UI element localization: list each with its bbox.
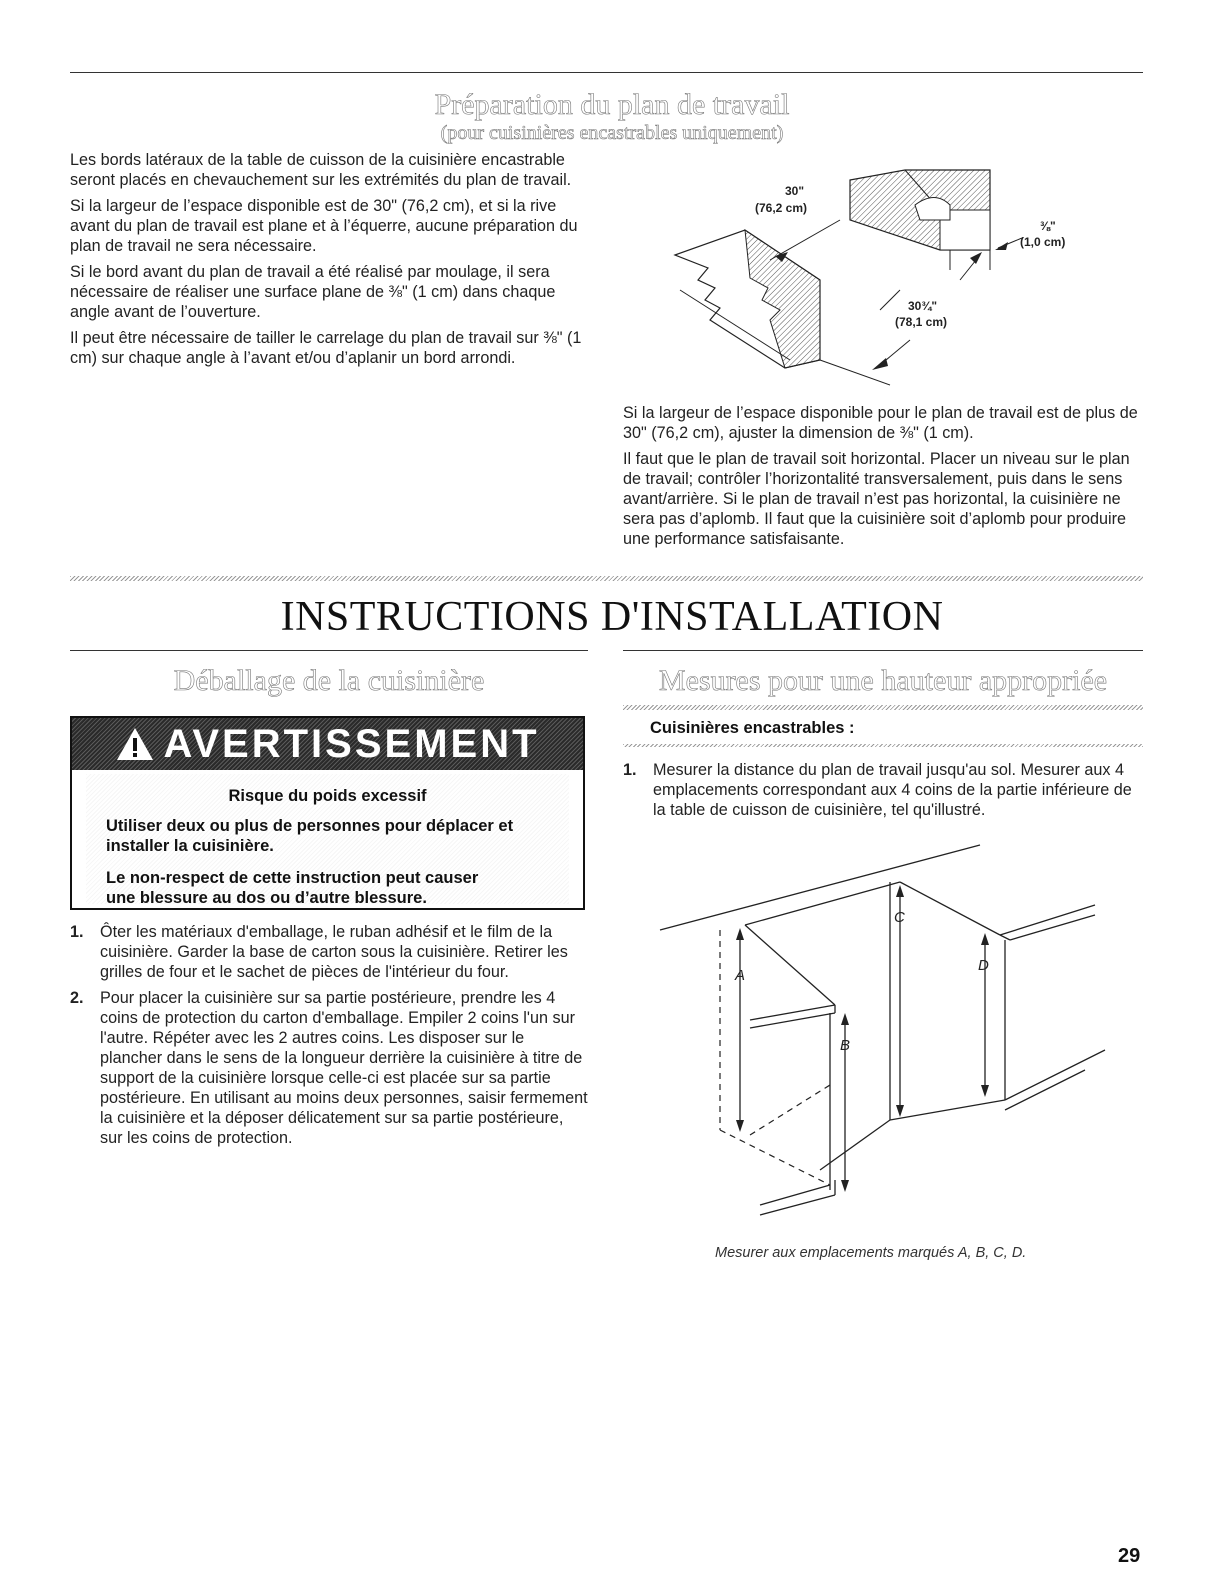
warning-instruction: Utiliser deux ou plus de personnes pour déplacer et installer la cuisinière. [106, 817, 514, 855]
height-diagram-caption: Mesurer aux emplacements marqués A, B, C, D. [715, 1245, 1027, 1261]
warning-consequence: Le non-respect de cette instruction peut causer une blessure au dos ou d’autre blessure. [106, 869, 479, 907]
height-section-title: Mesures pour une hauteur appropriée [658, 664, 1108, 697]
diagram-label-flat-cm: (1,0 cm) [1020, 235, 1066, 249]
diagram-label-width-in: 30" [785, 184, 805, 198]
diagram-label-flat-in: ⅜" [1040, 219, 1056, 233]
step-number: 1. [623, 761, 637, 779]
main-title: INSTRUCTIONS D'INSTALLATION [280, 594, 944, 640]
countertop-diagram [650, 160, 1140, 390]
diagram-label-depth-in: 30¾" [908, 299, 938, 313]
countertop-section-title: Préparation du plan de travail [434, 88, 790, 121]
page-number: 29 [1118, 1545, 1141, 1567]
unpacking-step [70, 988, 588, 1148]
diagram-label-width-cm: (76,2 cm) [755, 201, 808, 215]
unpacking-section-title: Déballage de la cuisinière [173, 664, 485, 697]
step-number: 2. [70, 989, 84, 1007]
diagram-label-depth-cm: (78,1 cm) [895, 315, 948, 329]
countertop-paragraph: Les bords latéraux de la table de cuisson de la cuisinière encastrable seront placés en chevauchement sur les extrémités du plan de travail. [70, 151, 572, 189]
countertop-right-text [623, 403, 1143, 555]
countertop-paragraph: Si le bord avant du plan de travail a été réalisé par moulage, il sera nécessaire de réaliser une surface plane de ⅜" (1 cm) dans chaque angle avant de l’ouverture. [70, 263, 556, 321]
countertop-paragraph: Si la largeur de l’espace disponible pour le plan de travail est de plus de 30" (76,2 cm), ajuster la dimension de ⅜" (1 cm). [623, 404, 1138, 442]
warning-banner [72, 718, 583, 770]
height-subheading-divider [623, 744, 1143, 747]
step-text: Ôter les matériaux d'emballage, le ruban adhésif et le film de la cuisinière. Garder la base de carton sous la cuisinière. Retirer les grilles de four et le sachet de pièces de l'intérieur du four. [100, 923, 568, 981]
section-divider [70, 576, 1143, 581]
height-measurement-diagram [650, 830, 1130, 1240]
unpacking-step [70, 922, 588, 982]
countertop-paragraph: Si la largeur de l’espace disponible est de 30" (76,2 cm), et si la rive avant du plan de travail est plane et à l’équerre, aucune préparation du plan de travail ne sera nécessaire. [70, 197, 578, 255]
warning-box [70, 716, 585, 910]
top-rule [70, 72, 1143, 73]
step-number: 1. [70, 923, 84, 941]
right-column-rule [623, 650, 1143, 651]
diagram-label-c: C [894, 909, 905, 926]
countertop-left-text [70, 150, 590, 374]
warning-content [86, 774, 569, 907]
diagram-label-a: A [735, 967, 746, 984]
countertop-section-subtitle: (pour cuisinières encastrables uniquement) [440, 122, 784, 144]
height-steps [623, 760, 1143, 826]
countertop-paragraph: Il faut que le plan de travail soit horizontal. Placer un niveau sur le plan de travail; contrôler l’horizontalité transversalement, puis dans le sens avant/arrière. Si le plan de travail n’est pas horizontal, la cuisinière ne sera pas d’aplomb. Il faut que la cuisinière soit d’aplomb pour produire une performance satisfaisante. [623, 450, 1130, 548]
diagram-label-d: D [978, 957, 989, 974]
height-step [623, 760, 1143, 820]
diagram-label-b: B [840, 1037, 851, 1054]
warning-triangle-icon [115, 726, 155, 762]
warning-risk: Risque du poids excessif [228, 787, 427, 805]
step-text: Pour placer la cuisinière sur sa partie postérieure, prendre les 4 coins de protection du carton d'emballage. Empiler 2 coins l'un sur l'autre. Répéter avec les 2 autres coins. Les disposer sur le plancher dans le sens de la longueur derrière la cuisinière à titre de support de la cuisinière lorsque celle-ci est placée sur sa partie postérieure. En utilisant au moins deux personnes, saisir fermement la cuisinière et la déposer délicatement sur sa partie postérieure, sur les coins de protection. [100, 989, 588, 1147]
unpacking-steps [70, 922, 588, 1154]
height-title-divider [623, 705, 1143, 710]
countertop-paragraph: Il peut être nécessaire de tailler le carrelage du plan de travail sur ⅜" (1 cm) sur chaque angle à l’avant et/ou d’aplanir un bord arrondi. [70, 329, 582, 367]
step-text: Mesurer la distance du plan de travail jusqu'au sol. Mesurer aux 4 emplacements correspondant aux 4 coins de la partie inférieure de la table de cuisson de cuisinière, tel qu'illustré. [653, 761, 1132, 819]
left-column-rule [70, 650, 588, 651]
height-subheading: Cuisinières encastrables : [650, 719, 855, 737]
warning-banner-word: AVERTISSEMENT [163, 721, 540, 766]
